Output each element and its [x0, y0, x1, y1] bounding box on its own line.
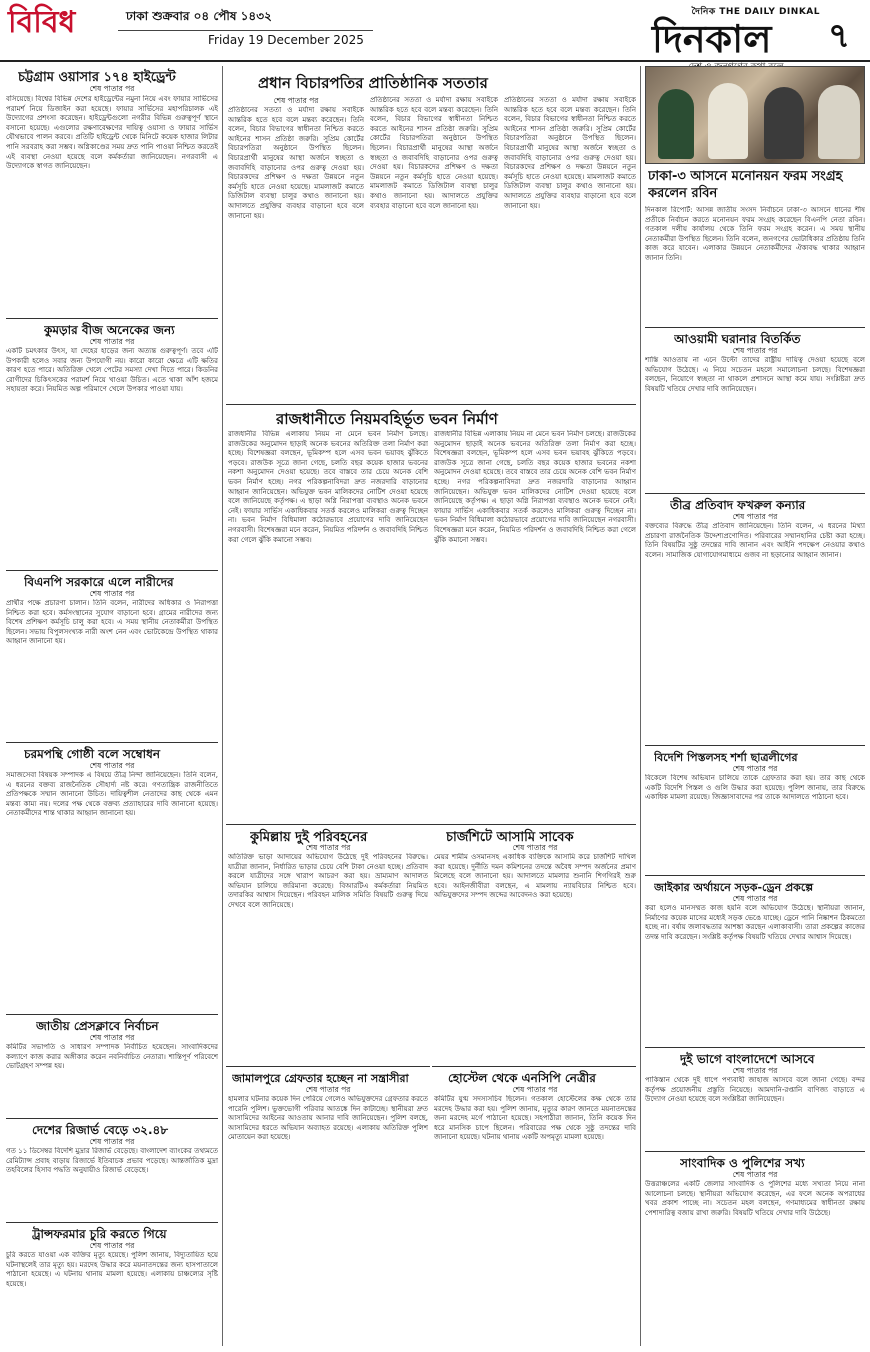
divider — [6, 1118, 218, 1119]
headline-kumra: কুমড়ার বীজ অনেকের জন্য — [44, 323, 175, 337]
photo-person — [818, 85, 860, 159]
article-body: মেয়র শামীম ওসমানসহ একাধিক ব্যক্তিকে আসামি করে চার্জশিট দাখিল করা হয়েছে। দুর্নীতি দমন কমিশনের তদন্তে অবৈধ সম্পদ অর্জনের প্রমাণ মিলেছে বলে জানানো হয়। আদালতে মামলার শুনানি শিগগিরই শুরু হবে। আইনজীবীরা বলছেন, এ মামলায় ন্যায়বিচার নিশ্চিত হবে। অভিযুক্তদের সম্পদ জব্দের আবেদনও করা হয়েছে। — [434, 853, 636, 900]
article-body: করা হলেও মানসম্মত কাজ হয়নি বলে অভিযোগ উঠেছে। স্থানীয়রা জানান, নির্মাণের কয়েক মাসের মধ্যেই সড়ক ভেঙে যাচ্ছে। ড্রেনে পানি নিষ্কাশন ঠিকমতো হচ্ছে না। বর্ষায় জলাবদ্ধতার আশঙ্কা করছেন এলাকাবাসী। তারা প্রকল্পের কাজের তদন্ত দাবি করেছেন। সংশ্লিষ্ট কর্তৃপক্ষ বিষয়টি খতিয়ে দেখার আশ্বাস দিয়েছে। — [645, 904, 865, 941]
divider — [226, 824, 636, 825]
headline-hostel: হোস্টেল থেকে এনসিপি নেত্রীর — [448, 1071, 596, 1085]
divider — [645, 745, 865, 746]
article-body: কমিটির সভাপতি ও সাধারণ সম্পাদক নির্বাচিত হয়েছেন। সাংবাদিকদের কল্যাণে কাজ করার অঙ্গীকার করেন নবনির্বাচিত নেতারা। শান্তিপূর্ণ পরিবেশে ভোটগ্রহণ সম্পন্ন হয়। — [6, 1043, 218, 1071]
article-body: রাজধানীর বিভিন্ন এলাকায় নিয়ম না মেনে ভবন নির্মাণ চলছে। রাজউকের অনুমোদন ছাড়াই অনেক ভবনের অতিরিক্ত তলা নির্মাণ করা হচ্ছে। বিশেষজ্ঞরা বলছেন, ভূমিকম্প হলে এসব ভবন ভয়াবহ ঝুঁকিতে পড়বে। রাজউক সূত্রে জানা গেছে, চলতি বছর কয়েক হাজার ভবনের নকশা অনুমোদন দেওয়া হয়েছে। তবে বাস্তবে তার চেয়ে অনেক বেশি ভবন নির্মাণ হচ্ছে। নগর পরিকল্পনাবিদরা দ্রুত নজরদারি বাড়ানোর আহ্বান জানিয়েছেন। অভিযুক্ত ভবন মালিকদের নোটিশ দেওয়া হয়েছে বলে জানিয়েছে কর্তৃপক্ষ। এ ছাড়া অগ্নি নিরাপত্তা ব্যবস্থাও অনেক ভবনে নেই। ফায়ার সার্ভিস একাধিকবার সতর্ক করলেও মালিকরা গুরুত্ব দিচ্ছেন না। ভবন নির্মাণ বিধিমালা কঠোরভাবে প্রয়োগের দাবি জানিয়েছেন নগরবাসী। বিশেষজ্ঞরা মনে করেন, নিয়মিত পরিদর্শন ও জবাবদিহি নিশ্চিত করা গেলে ঝুঁকি কমানো সম্ভব। — [434, 430, 636, 544]
continued-label: শেষ পাতার পর — [732, 512, 778, 521]
continued-label: শেষ পাতার পর — [732, 764, 778, 773]
divider — [6, 1222, 218, 1223]
article-body: অতিরিক্ত ভাড়া আদায়ের অভিযোগ উঠেছে দুই পরিবহনের বিরুদ্ধে। যাত্রীরা জানান, নির্ধারিত ভাড়ার চেয়ে বেশি টাকা নেওয়া হচ্ছে। প্রতিবাদ করলে যাত্রীদের সঙ্গে খারাপ আচরণ করা হয়। ভ্রাম্যমাণ আদালত অভিযান চালিয়ে জরিমানা করেছে। বিআরটিএ কর্মকর্তারা নিয়মিত তদারকির আশ্বাস দিয়েছেন। পরিবহন মালিক সমিতি বিষয়টি গুরুত্ব দিয়ে দেখবে বলে জানিয়েছে। — [228, 853, 428, 909]
article-body: শাস্তি আওতায় না এনে উল্টো তাদের রাষ্ট্রীয় দায়িত্ব দেওয়া হয়েছে বলে অভিযোগ উঠেছে। এ নিয়ে সচেতন মহলে সমালোচনা চলছে। বিশেষজ্ঞরা বলছেন, নিয়োগে স্বচ্ছতা না থাকলে প্রশাসনে আস্থা কমে যায়। সংশ্লিষ্টরা দ্রুত বিষয়টি খতিয়ে দেখার দাবি জানিয়েছেন। — [645, 356, 865, 393]
continued-label: শেষ পাতার পর — [273, 96, 319, 105]
article-body: দিনকাল রিপোর্ট: আসন্ন জাতীয় সংসদ নির্বাচনে ঢাকা-৩ আসনে ধানের শীষ প্রতীকে নির্বাচন করতে মনোনয়ন ফরম সংগ্রহ করেছেন বিএনপি নেতা রবিন। গতকাল দলীয় কার্যালয় থেকে তিনি ফরম সংগ্রহ করেন। এ সময় স্থানীয় নেতাকর্মীরা উপস্থিত ছিলেন। তিনি বলেন, জনগণের ভোটাধিকার প্রতিষ্ঠায় তিনি কাজ করে যাবেন। এলাকার উন্নয়নে নেতাকর্মীদের ঐক্যবদ্ধ থাকার আহ্বান জানান তিনি। — [645, 206, 865, 262]
headline-rajdhani: রাজধানীতে নিয়মবহির্ভূত ভবন নির্মাণ — [276, 410, 498, 428]
continued-label: শেষ পাতার পর — [512, 1085, 558, 1094]
masthead — [0, 0, 870, 62]
headline-awami: আওয়ামী ঘরানার বিতর্কিত — [674, 332, 801, 346]
continued-label: শেষ পাতার পর — [732, 1066, 778, 1075]
article-body: বক্তব্যের বিরুদ্ধে তীব্র প্রতিবাদ জানিয়েছেন। তিনি বলেন, এ ধরনের মিথ্যা প্রচারণা রাজনৈতিক উদ্দেশ্যপ্রণোদিত। পরিবারের সম্মানহানির চেষ্টা করা হচ্ছে। তিনি বিষয়টির সুষ্ঠু তদন্তের দাবি জানান এবং আইনি পদক্ষেপ নেওয়ার কথাও বলেন। সামাজিক যোগাযোগমাধ্যমে গুজব না ছড়ানোর আহ্বান জানান। — [645, 522, 865, 559]
article-body: উত্তরাঞ্চলের একটি জেলার সাংবাদিক ও পুলিশের মধ্যে সখ্যতা নিয়ে নানা আলোচনা চলছে। স্থানীয়রা অভিযোগ করেছেন, এর ফলে অনেক অপরাধের খবর প্রকাশ পাচ্ছে না। সচেতন মহল বলছেন, গণমাধ্যমের স্বাধীনতা রক্ষায় পেশাদারিত্ব বজায় রাখা জরুরি। বিষয়টি খতিয়ে দেখার দাবি উঠেছে। — [645, 1180, 865, 1217]
headline-bd: দুই ভাগে বাংলাদেশে আসবে — [680, 1052, 815, 1066]
article-body: প্রতিষ্ঠানের সততা ও মর্যাদা রক্ষায় সবাইকে আন্তরিক হতে হবে বলে মন্তব্য করেছেন। তিনি বলেন, বিচার বিভাগের স্বাধীনতা নিশ্চিত করতে আইনের শাসন প্রতিষ্ঠা জরুরি। সুপ্রিম কোর্টের বিচারপতিরা অনুষ্ঠানে উপস্থিত ছিলেন। বিচারপ্রার্থী মানুষের আস্থা অর্জনে স্বচ্ছতা ও জবাবদিহি বাড়ানোর ওপর গুরুত্ব দেওয়া হয়। বিচারকদের প্রশিক্ষণ ও দক্ষতা উন্নয়নে নতুন কর্মসূচি হাতে নেওয়া হয়েছে। মামলাজট কমাতে ডিজিটাল ব্যবস্থা চালুর কথাও জানানো হয়। আদালতে প্রযুক্তির ব্যবহার বাড়ানো হবে বলে জানানো হয়। — [504, 96, 636, 210]
headline-charge: চার্জশিটে আসামি সাবেক — [446, 830, 574, 845]
headline-bnp: বিএনপি সরকারে এলে নারীদের — [24, 575, 174, 589]
continued-label: শেষ পাতার পর — [89, 84, 135, 93]
headline-dhaka: ঢাকা-৩ আসনে মনোনয়ন ফরম সংগ্রহ করলেন রবিন — [648, 169, 843, 201]
continued-label: শেষ পাতার পর — [732, 1170, 778, 1179]
continued-label: শেষ পাতার পর — [89, 1241, 135, 1250]
continued-label: শেষ পাতার পর — [89, 337, 135, 346]
continued-label: শেষ পাতার পর — [732, 894, 778, 903]
divider — [645, 1047, 865, 1048]
newspaper-logo — [652, 4, 820, 74]
article-body: চুরি করতে যাওয়া এক ব্যক্তির মৃত্যু হয়েছে। পুলিশ জানায়, বিদ্যুতায়িত হয়ে ঘটনাস্থলেই তার মৃত্যু হয়। মরদেহ উদ্ধার করে ময়নাতদন্তের জন্য হাসপাতালে পাঠানো হয়েছে। এ ঘটনায় থানায় মামলা হয়েছে। এলাকায় চাঞ্চল্যের সৃষ্টি হয়েছে। — [6, 1251, 218, 1288]
article-body: গত ১১ ডিসেম্বর বিদেশি মুদ্রার রিজার্ভ বেড়েছে। বাংলাদেশ ব্যাংকের তথ্যমতে রেমিট্যান্স প্রবাহ বাড়ায় রিজার্ভে ইতিবাচক প্রভাব পড়েছে। আন্তর্জাতিক মুদ্রা তহবিলের হিসাব পদ্ধতি অনুযায়ীও রিজার্ভ বেড়েছে। — [6, 1147, 218, 1175]
date-english: Friday 19 December 2025 — [208, 33, 364, 47]
continued-label: শেষ পাতার পর — [305, 843, 351, 852]
column-rule — [640, 66, 641, 1346]
article-body: একটি চমৎকার উৎস, যা দেহের হাড়ের জন্য অত্যন্ত গুরুত্বপূর্ণ। তবে এটি উপকারী হলেও সবার জন্য উপযোগী নয়। কারো কারো ক্ষেত্রে এটি ক্ষতির কারণ হতে পারে। অতিরিক্ত খেলে পেটের সমস্যা দেখা দিতে পারে। কিডনির রোগীদের চিকিৎসকের পরামর্শ নিয়ে খাওয়া উচিত। এতে থাকা আঁশ হজমে সহায়তা করে। নিয়মিত অল্প পরিমাণে খেলে উপকার পাওয়া যায়। — [6, 347, 218, 394]
headline-reserve: দেশের রিজার্ভ বেড়ে ৩২.৪৮ — [32, 1123, 169, 1137]
column-rule — [222, 66, 223, 1346]
date-box — [118, 8, 373, 47]
continued-label: শেষ পাতার পর — [89, 761, 135, 770]
headline-fakhrul: তীব্র প্রতিবাদ ফখরুল কন্যার — [670, 498, 806, 512]
divider — [645, 327, 865, 328]
photo-person — [764, 87, 804, 159]
article-body: প্রতিষ্ঠানের সততা ও মর্যাদা রক্ষায় সবাইকে আন্তরিক হতে হবে বলে মন্তব্য করেছেন। তিনি বলেন, বিচার বিভাগের স্বাধীনতা নিশ্চিত করতে আইনের শাসন প্রতিষ্ঠা জরুরি। সুপ্রিম কোর্টের বিচারপতিরা অনুষ্ঠানে উপস্থিত ছিলেন। বিচারপ্রার্থী মানুষের আস্থা অর্জনে স্বচ্ছতা ও জবাবদিহি বাড়ানোর ওপর গুরুত্ব দেওয়া হয়। বিচারকদের প্রশিক্ষণ ও দক্ষতা উন্নয়নে নতুন কর্মসূচি হাতে নেওয়া হয়েছে। মামলাজট কমাতে ডিজিটাল ব্যবস্থা চালুর কথাও জানানো হয়। আদালতে প্রযুক্তির ব্যবহার বাড়ানো হবে বলে জানানো হয়। — [370, 96, 498, 210]
continued-label: শেষ পাতার পর — [89, 1033, 135, 1042]
divider — [226, 1066, 430, 1067]
headline-pradhan: প্রধান বিচারপতির প্রাতিষ্ঠানিক সততার — [258, 74, 488, 92]
continued-label: শেষ পাতার পর — [512, 843, 558, 852]
article-body: বসিয়েছে। বিশ্বের বিভিন্ন দেশের হাইড্রেন্টের নমুনা নিয়ে এবং ফায়ার সার্ভিসের পরামর্শ নিয়ে ডিজাইন করা হয়েছে। ফায়ার সার্ভিসের মহাপরিচালক এই উদ্যোগের প্রশংসা করেছেন। হাইড্রেন্টগুলো নগরীর বিভিন্ন গুরুত্বপূর্ণ স্থানে বসানো হয়েছে। এগুলোর রক্ষণাবেক্ষণের দায়িত্ব ওয়াসা ও ফায়ার সার্ভিস যৌথভাবে পালন করবে। প্রতিটি হাইড্রেন্ট থেকে মিনিটে কয়েক হাজার লিটার পানি সরবরাহ করা সম্ভব। অগ্নিকাণ্ডের সময় দ্রুত পানি পাওয়া নিশ্চিত করতেই এই ব্যবস্থা নেওয়া হয়েছে বলে কর্মকর্তারা জানিয়েছেন। নগরবাসী এ উদ্যোগকে স্বাগত জানিয়েছেন। — [6, 95, 218, 171]
article-body: সমাজসেবা বিষয়ক সম্পাদক এ বিষয়ে তীব্র নিন্দা জানিয়েছেন। তিনি বলেন, এ ধরনের বক্তব্য রাজনৈতিক সৌহার্দ্য নষ্ট করে। গণতান্ত্রিক রাজনীতিতে প্রতিপক্ষকে সম্মান জানানো উচিত। দায়িত্বশীল নেতাদের কাছ থেকে এমন মন্তব্য কাম্য নয়। দলের পক্ষ থেকে বক্তব্য প্রত্যাহারের দাবি জানানো হয়েছে। নেতাকর্মীদের শান্ত থাকার আহ্বান জানানো হয়। — [6, 771, 218, 818]
divider — [6, 1014, 218, 1015]
page-number: ৭ — [828, 16, 851, 56]
divider — [645, 1151, 865, 1152]
article-body: হামলার ঘটনার কয়েক দিন পেরিয়ে গেলেও অভিযুক্তদের গ্রেফতার করতে পারেনি পুলিশ। ভুক্তভোগী পরিবার আতঙ্কে দিন কাটাচ্ছে। স্থানীয়রা দ্রুত আসামিদের আইনের আওতায় আনার দাবি জানিয়েছেন। পুলিশ বলছে, আসামিদের ধরতে অভিযান অব্যাহত রয়েছে। এলাকায় অতিরিক্ত পুলিশ মোতায়েন করা হয়েছে। — [228, 1095, 428, 1142]
divider — [6, 742, 218, 743]
headline-zaika: জাইকার অর্থায়নে সড়ক-ড্রেন প্রকল্পে — [654, 881, 814, 894]
headline-chorom: চরমপন্থি গোষ্ঠী বলে সম্বোধন — [24, 747, 161, 761]
news-photo — [645, 66, 865, 164]
headline-press: জাতীয় প্রেসক্লাবে নির্বাচন — [36, 1019, 159, 1033]
article-body: পাকিস্তান থেকে দুই ধাপে পণ্যবাহী জাহাজ আসবে বলে জানা গেছে। বন্দর কর্তৃপক্ষ প্রয়োজনীয় প্রস্তুতি নিয়েছে। আমদানি-রপ্তানি বাণিজ্য বাড়াতে এ উদ্যোগ নেওয়া হয়েছে বলে সংশ্লিষ্টরা জানিয়েছেন। — [645, 1076, 865, 1104]
article-body: বিকেলে বিশেষ অভিযান চালিয়ে তাকে গ্রেফতার করা হয়। তার কাছ থেকে একটি বিদেশি পিস্তল ও গুলি উদ্ধার করা হয়েছে। পুলিশ জানায়, তার বিরুদ্ধে একাধিক মামলা রয়েছে। জিজ্ঞাসাবাদের পর তাকে আদালতে পাঠানো হবে। — [645, 774, 865, 802]
article-body: প্রার্থীর পক্ষে প্রচারণা চালান। তিনি বলেন, নারীদের অধিকার ও নিরাপত্তা নিশ্চিত করা হবে। কর্মসংস্থানের সুযোগ বাড়ানো হবে। গ্রামের নারীদের জন্য বিশেষ প্রশিক্ষণ কর্মসূচি চালু করা হবে। এ সময় স্থানীয় নেতাকর্মীরা উপস্থিত ছিলেন। সভায় বিপুলসংখ্যক নারী অংশ নেন এবং ভোটকেন্দ্রে উপস্থিত থাকার আহ্বান জানানো হয়। — [6, 599, 218, 646]
headline-comilla: কুমিল্লায় দুই পরিবহনের — [250, 830, 368, 845]
continued-label: শেষ পাতার পর — [89, 589, 135, 598]
headline-ctg: চট্টগ্রাম ওয়াসার ১৭৪ হাইড্রেন্ট — [18, 70, 176, 85]
logo-text: দিনকাল — [652, 16, 772, 61]
article-body: রাজধানীর বিভিন্ন এলাকায় নিয়ম না মেনে ভবন নির্মাণ চলছে। রাজউকের অনুমোদন ছাড়াই অনেক ভবনের অতিরিক্ত তলা নির্মাণ করা হচ্ছে। বিশেষজ্ঞরা বলছেন, ভূমিকম্প হলে এসব ভবন ভয়াবহ ঝুঁকিতে পড়বে। রাজউক সূত্রে জানা গেছে, চলতি বছর কয়েক হাজার ভবনের নকশা অনুমোদন দেওয়া হয়েছে। তবে বাস্তবে তার চেয়ে অনেক বেশি ভবন নির্মাণ হচ্ছে। নগর পরিকল্পনাবিদরা দ্রুত নজরদারি বাড়ানোর আহ্বান জানিয়েছেন। অভিযুক্ত ভবন মালিকদের নোটিশ দেওয়া হয়েছে বলে জানিয়েছে কর্তৃপক্ষ। এ ছাড়া অগ্নি নিরাপত্তা ব্যবস্থাও অনেক ভবনে নেই। ফায়ার সার্ভিস একাধিকবার সতর্ক করলেও মালিকরা গুরুত্ব দিচ্ছেন না। ভবন নির্মাণ বিধিমালা কঠোরভাবে প্রয়োগের দাবি জানিয়েছেন নগরবাসী। বিশেষজ্ঞরা মনে করেন, নিয়মিত পরিদর্শন ও জবাবদিহি নিশ্চিত করা গেলে ঝুঁকি কমানো সম্ভব। — [228, 430, 428, 544]
divider — [6, 570, 218, 571]
article-body: প্রতিষ্ঠানের সততা ও মর্যাদা রক্ষায় সবাইকে আন্তরিক হতে হবে বলে মন্তব্য করেছেন। তিনি বলেন, বিচার বিভাগের স্বাধীনতা নিশ্চিত করতে আইনের শাসন প্রতিষ্ঠা জরুরি। সুপ্রিম কোর্টের বিচারপতিরা অনুষ্ঠানে উপস্থিত ছিলেন। বিচারপ্রার্থী মানুষের আস্থা অর্জনে স্বচ্ছতা ও জবাবদিহি বাড়ানোর ওপর গুরুত্ব দেওয়া হয়। বিচারকদের প্রশিক্ষণ ও দক্ষতা উন্নয়নে নতুন কর্মসূচি হাতে নেওয়া হয়েছে। মামলাজট কমাতে ডিজিটাল ব্যবস্থা চালুর কথাও জানানো হয়। আদালতে প্রযুক্তির ব্যবহার বাড়ানো হবে বলে জানানো হয়। — [228, 106, 364, 220]
photo-person — [658, 89, 694, 159]
headline-sangbad: সাংবাদিক ও পুলিশের সখ্য — [680, 1156, 805, 1170]
continued-label: শেষ পাতার পর — [732, 346, 778, 355]
headline-pilkhana: বিদেশি পিস্তলসহ শর্শা ছাত্রলীগের — [654, 751, 798, 764]
divider — [226, 404, 636, 405]
headline-jamalpur: জামালপুরে গ্রেফতার হচ্ছেন না সন্ত্রাসীরা — [232, 1072, 409, 1085]
continued-label: শেষ পাতার পর — [89, 1137, 135, 1146]
divider — [6, 318, 218, 319]
photo-person — [708, 83, 748, 159]
date-bangla: ঢাকা শুক্রবার ০৪ পৌষ ১৪৩২ — [118, 8, 373, 31]
continued-label: শেষ পাতার পর — [305, 1085, 351, 1094]
divider — [645, 875, 865, 876]
divider — [645, 493, 865, 494]
divider — [432, 1066, 636, 1067]
article-body: কমিটির যুগ্ম সদস্যসচিব ছিলেন। গতকাল হোস্টেলের কক্ষ থেকে তার মরদেহ উদ্ধার করা হয়। পুলিশ জানায়, মৃত্যুর কারণ জানতে ময়নাতদন্তের জন্য মরদেহ মর্গে পাঠানো হয়েছে। সহপাঠীরা জানান, তিনি কয়েক দিন ধরে মানসিক চাপে ছিলেন। পরিবারের পক্ষ থেকে সুষ্ঠু তদন্তের দাবি জানানো হয়েছে। ঘটনায় থানায় একটি অপমৃত্যু মামলা হয়েছে। — [434, 1095, 636, 1142]
logo-tagline: দৈনিক THE DAILY DINKAL — [691, 7, 820, 17]
headline-trans: ট্রান্সফরমার চুরি করতে গিয়ে — [32, 1227, 167, 1241]
section-title: বিবিধ — [8, 5, 76, 40]
